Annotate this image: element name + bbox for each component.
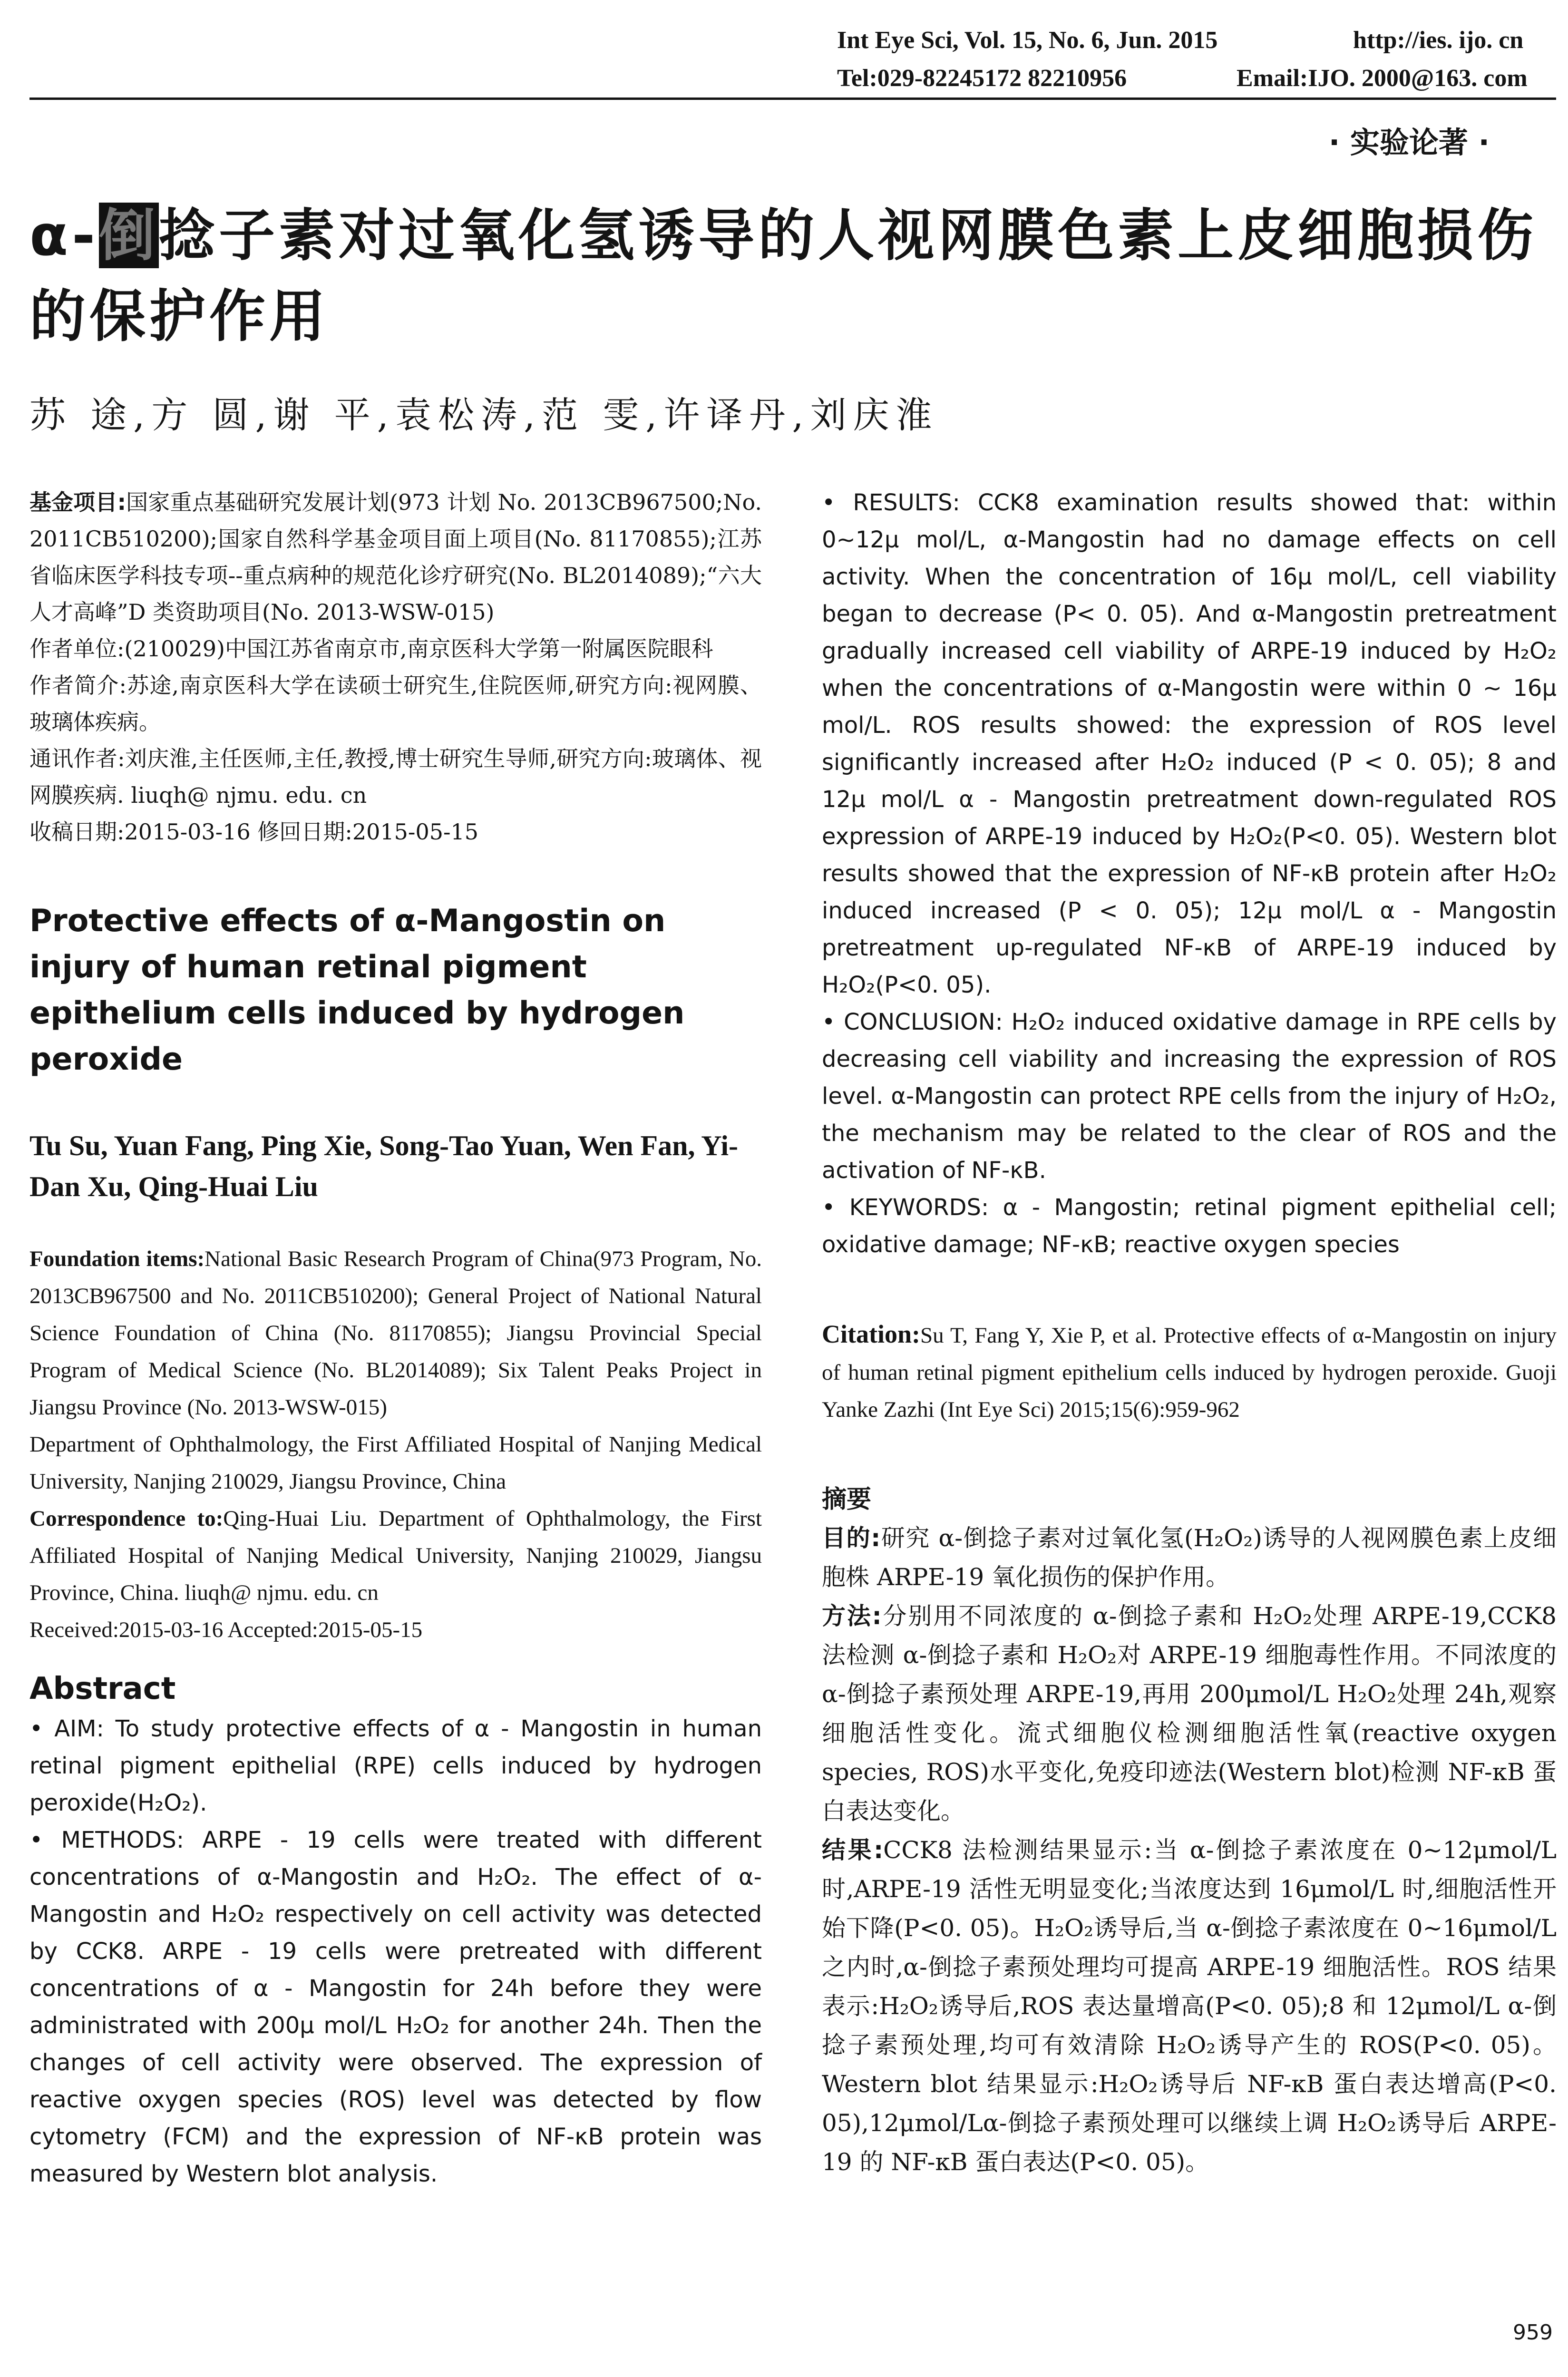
title-rest: 捻子素对过氧化氢诱导的人视网膜色素上皮细胞损伤的保护作用 bbox=[29, 203, 1538, 349]
right-column bbox=[822, 484, 1557, 2182]
english-article-info bbox=[29, 1240, 762, 1648]
chinese-authors: 苏 途,方 圆,谢 平,袁松涛,范 雯,许译丹,刘庆淮 bbox=[29, 394, 939, 436]
english-authors: Tu Su, Yuan Fang, Ping Xie, Song-Tao Yuan, Wen Fan, Yi-Dan Xu, Qing-Huai Liu bbox=[29, 1130, 739, 1202]
corresponding-author: 通讯作者:刘庆淮,主任医师,主任,教授,博士研究生导师,研究方向:玻璃体、视网膜疾病. liuqh@ njmu. edu. cn bbox=[29, 746, 762, 808]
author-unit: 作者单位:(210029)中国江苏省南京市,南京医科大学第一附属医院眼科 bbox=[29, 636, 713, 662]
title-highlighted-char: 倒 bbox=[99, 203, 159, 268]
left-column bbox=[29, 484, 762, 2192]
department: Department of Ophthalmology, the First Affiliated Hospital of Nanjing Medical University, Nanjing 210029, Jiangsu Province, China bbox=[29, 1432, 762, 1494]
journal-email: Email:IJO. 2000@163. com bbox=[1237, 65, 1528, 92]
correspondence-text: Qing-Huai Liu. Department of Ophthalmology, the First Affiliated Hospital of Nanjing Medical University, Nanjing 210029, Jiangsu Province, China. liuqh@ njmu. edu. cn bbox=[29, 1506, 762, 1605]
abstract-conclusion: • CONCLUSION: H₂O₂ induced oxidative damage in RPE cells by decreasing cell viability and increasing the expression of ROS level. α-Mangostin can protect RPE cells from the injury of H₂O₂, the mechanism may be related to the clear of ROS and the activation of NF-κB. bbox=[822, 1009, 1557, 1184]
abstract-keywords: • KEYWORDS: α - Mangostin; retinal pigment epithelial cell; oxidative damage; NF-κB; reactive oxygen species bbox=[822, 1194, 1557, 1258]
chinese-abstract bbox=[822, 1519, 1557, 2182]
journal-tel: Tel:029-82245172 82210956 bbox=[837, 65, 1127, 92]
aim-label-cn: 目的: bbox=[822, 1524, 881, 1552]
chinese-abstract-heading: 摘要 bbox=[822, 1485, 872, 1514]
received-dates-en: Received:2015-03-16 Accepted:2015-05-15 bbox=[29, 1617, 423, 1642]
received-dates-cn: 收稿日期:2015-03-16 修回日期:2015-05-15 bbox=[29, 819, 479, 845]
abstract-heading: Abstract bbox=[29, 1671, 176, 1706]
section-tag: · 实验论著 · bbox=[1328, 125, 1490, 160]
correspondence-label: Correspondence to: bbox=[29, 1506, 224, 1531]
foundation-label: Foundation items: bbox=[29, 1247, 205, 1271]
abstract-left bbox=[29, 1710, 762, 2192]
page-number: 959 bbox=[1513, 2320, 1553, 2345]
header-rule bbox=[29, 97, 1556, 100]
methods-text-cn: 分别用不同浓度的 α-倒捻子素和 H₂O₂处理 ARPE-19,CCK8 法检测 α-倒捻子素和 H₂O₂对 ARPE-19 细胞毒性作用。不同浓度的 α-倒捻子素预处理 ARPE-19,再用 200μmol/L H₂O₂处理 24h,观察细胞活性变化。流式细胞仪检测细胞活性氧(reactive oxygen species, ROS)水平变化,免疫印迹法(Western blot)检测 NF-κB 蛋白表达变化。 bbox=[822, 1602, 1557, 1825]
chinese-article-info bbox=[29, 484, 762, 850]
citation-text: Su T, Fang Y, Xie P, et al. Protective effects of α-Mangostin on injury of human retinal pigment epithelium cells induced by hydrogen peroxide. Guoji Yanke Zazhi (Int Eye Sci) 2015;15(6):959-962 bbox=[822, 1323, 1557, 1422]
title-prefix: α- bbox=[29, 203, 99, 268]
results-label-cn: 结果: bbox=[822, 1836, 884, 1864]
journal-url: http://ies. ijo. cn bbox=[1353, 27, 1524, 54]
english-title: Protective effects of α-Mangostin on injury of human retinal pigment epithelium cells induced by hydrogen peroxide bbox=[29, 903, 685, 1077]
abstract-aim: • AIM: To study protective effects of α - Mangostin in human retinal pigment epithelial (RPE) cells induced by hydrogen peroxide(H₂O₂). bbox=[29, 1715, 762, 1816]
journal-info: Int Eye Sci, Vol. 15, No. 6, Jun. 2015 bbox=[837, 27, 1218, 54]
author-bio: 作者简介:苏途,南京医科大学在读硕士研究生,住院医师,研究方向:视网膜、玻璃体疾病。 bbox=[29, 672, 762, 735]
results-text-cn: CCK8 法检测结果显示:当 α-倒捻子素浓度在 0~12μmol/L 时,ARPE-19 活性无明显变化;当浓度达到 16μmol/L 时,细胞活性开始下降(P<0. 05)。H₂O₂诱导后,当 α-倒捻子素浓度在 0~16μmol/L 之内时,α-倒捻子素预处理均可提高 ARPE-19 细胞活性。ROS 结果表示:H₂O₂诱导后,ROS 表达量增高(P<0. 05);8 和 12μmol/L α-倒捻子素预处理,均可有效清除 H₂O₂诱导产生的 ROS(P<0. 05)。Western blot 结果显示:H₂O₂诱导后 NF-κB 蛋白表达增高(P<0. 05),12μmol/Lα-倒捻子素预处理可以继续上调 H₂O₂诱导后 ARPE-19 的 NF-κB 蛋白表达(P<0. 05)。 bbox=[822, 1836, 1557, 2176]
fund-label: 基金项目: bbox=[29, 489, 126, 515]
foundation-text: National Basic Research Program of China(973 Program, No. 2013CB967500 and No. 2011CB510200); General Project of National Natural Science Foundation of China (No. 81170855); Jiangsu Provincial Special Program of Medical Science (No. BL2014089); Six Talent Peaks Project in Jiangsu Province (No. 2013-WSW-015) bbox=[29, 1247, 762, 1420]
abstract-results: • RESULTS: CCK8 examination results showed that: within 0~12μ mol/L, α-Mangostin had no damage effects on cell activity. When the concentration of 16μ mol/L, cell viability began to decrease (P< 0. 05). And α-Mangostin pretreatment gradually increased cell viability of ARPE-19 induced by H₂O₂ when the concentrations of α-Mangostin were within 0 ~ 16μ mol/L. ROS results showed: the expression of ROS level significantly increased after H₂O₂ induced (P < 0. 05); 8 and 12μ mol/L α - Mangostin pretreatment down-regulated ROS expression of ARPE-19 induced by H₂O₂(P<0. 05). Western blot results showed that the expression of NF-κB protein after H₂O₂ induced increased (P < 0. 05); 12μ mol/L α - Mangostin pretreatment up-regulated NF-κB of ARPE-19 induced by H₂O₂(P<0. 05). bbox=[822, 489, 1557, 998]
abstract-methods: • METHODS: ARPE - 19 cells were treated with different concentrations of α-Mangostin and H₂O₂. The effect of α-Mangostin and H₂O₂ respectively on cell activity was detected by CCK8. ARPE - 19 cells were pretreated with different concentrations of α - Mangostin for 24h before they were administrated with 200μ mol/L H₂O₂ for another 24h. Then the changes of cell activity were observed. The expression of reactive oxygen species (ROS) level was detected by flow cytometry (FCM) and the expression of NF-κB protein was measured by Western blot analysis. bbox=[29, 1827, 762, 2187]
citation bbox=[822, 1315, 1557, 1428]
abstract-right bbox=[822, 484, 1557, 1263]
chinese-title bbox=[29, 195, 1551, 357]
methods-label-cn: 方法: bbox=[822, 1602, 882, 1630]
fund-text: 国家重点基础研究发展计划(973 计划 No. 2013CB967500;No. 2011CB510200);国家自然科学基金项目面上项目(No. 81170855);江苏省临床医学科技专项--重点病种的规范化诊疗研究(No. BL2014089);“六大人才高峰”D 类资助项目(No. 2013-WSW-015) bbox=[29, 489, 762, 625]
citation-label: Citation: bbox=[822, 1320, 920, 1348]
aim-text-cn: 研究 α-倒捻子素对过氧化氢(H₂O₂)诱导的人视网膜色素上皮细胞株 ARPE-19 氧化损伤的保护作用。 bbox=[822, 1524, 1557, 1591]
